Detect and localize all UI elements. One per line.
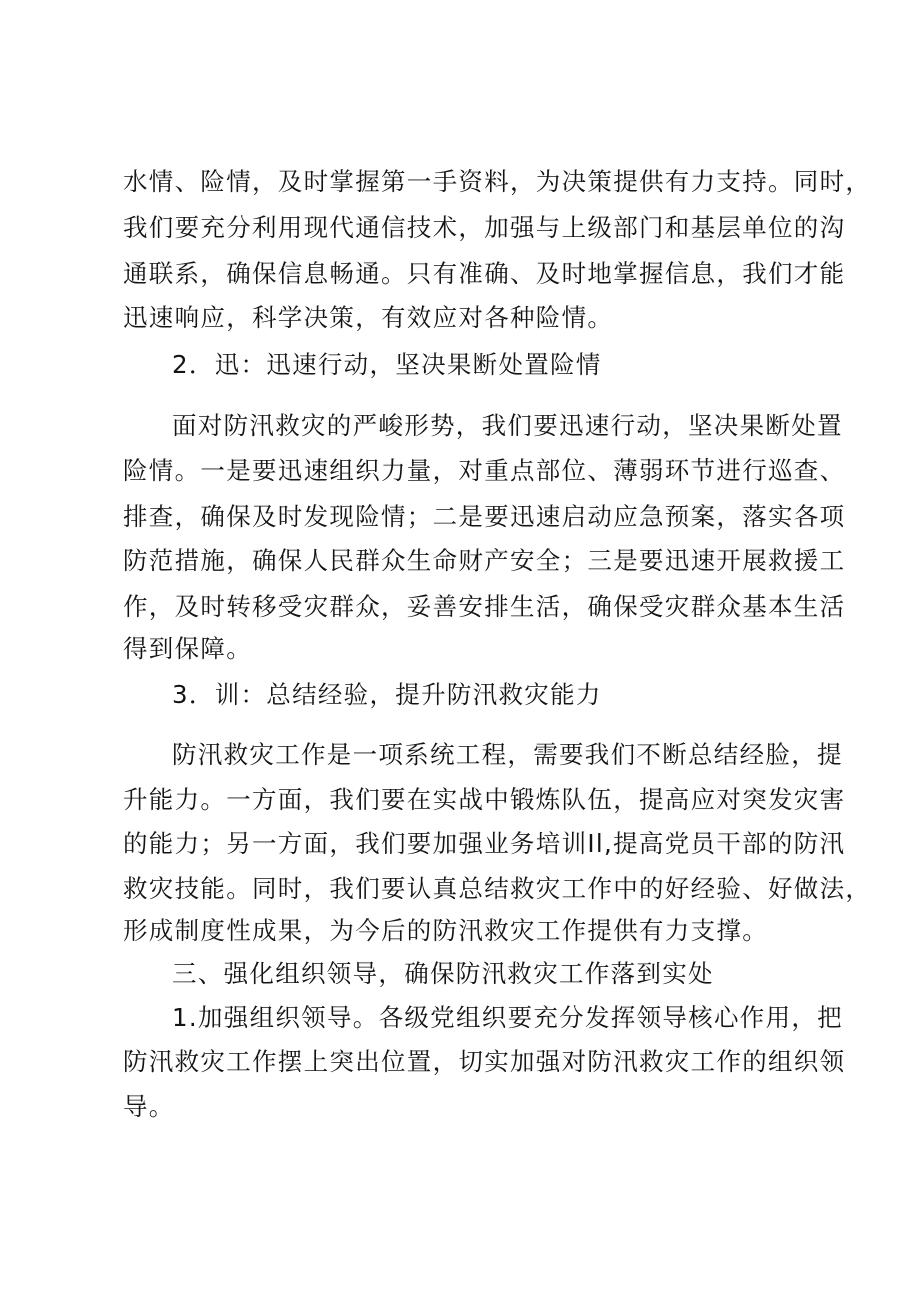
paragraph-line: 的能力；另一方面，我们要加强业务培训Il,提高党员干部的防汛 (123, 829, 846, 858)
paragraph-line: 形成制度性成果，为今后的防汛救灾工作提供有力支撑。 (123, 916, 768, 945)
paragraph-line: 1.加强组织领导。各级党组织要充分发挥领导核心作用，把 (172, 1003, 843, 1032)
paragraph-line: 得到保障。 (123, 634, 252, 663)
paragraph-line: 救灾技能。同时，我们要认真总结救灾工作中的好经验、好做法， (123, 874, 872, 903)
paragraph-line: 迅速响应，科学决策，有效应对各种险情。 (123, 303, 614, 332)
paragraph-line: 防范措施，确保人民群众生命财产安全；三是要迅速开展救援工 (123, 546, 846, 575)
paragraph-line: 导。 (123, 1092, 175, 1121)
paragraph-line: 作，及时转移受灾群众，妥善安排生活，确保受灾群众基本生活 (123, 592, 846, 621)
paragraph-line: 我们要充分利用现代通信技术，加强与上级部门和基层单位的沟 (123, 213, 846, 242)
paragraph-line: 通联系，确保信息畅通。只有准确、及时地掌握信息，我们才能 (123, 259, 846, 288)
paragraph-line: 水情、险情，及时掌握第一手资料，为决策提供有力支持。同时， (123, 167, 872, 196)
paragraph-line: 防汛救灾工作是一项系统工程，需要我们不断总结经脸，提 (172, 740, 843, 769)
paragraph-line: 面对防汛救灾的严峻形势，我们要迅速行动，坚决果断处置 (172, 411, 843, 440)
paragraph-line: 排查，确保及时发现险情；二是要迅速启动应急预案，落实各项 (123, 502, 846, 531)
paragraph-line: 升能力。一方面，我们要在实战中锻炼队伍，提高应对突发灾害 (123, 785, 846, 814)
section-heading: 2．迅：迅速行动，坚决果断处置险情 (172, 350, 602, 379)
section-heading: 三、强化组织领导，确保防汛救灾工作落到实处 (172, 959, 714, 988)
paragraph-line: 险情。一是要迅速组织力量，对重点部位、薄弱环节进行巡查、 (123, 456, 846, 485)
paragraph-line: 防汛救灾工作摆上突出位置，切实加强对防汛救灾工作的组织领 (123, 1047, 846, 1076)
section-heading: 3．训：总结经验，提升防汛救灾能力 (172, 680, 602, 709)
